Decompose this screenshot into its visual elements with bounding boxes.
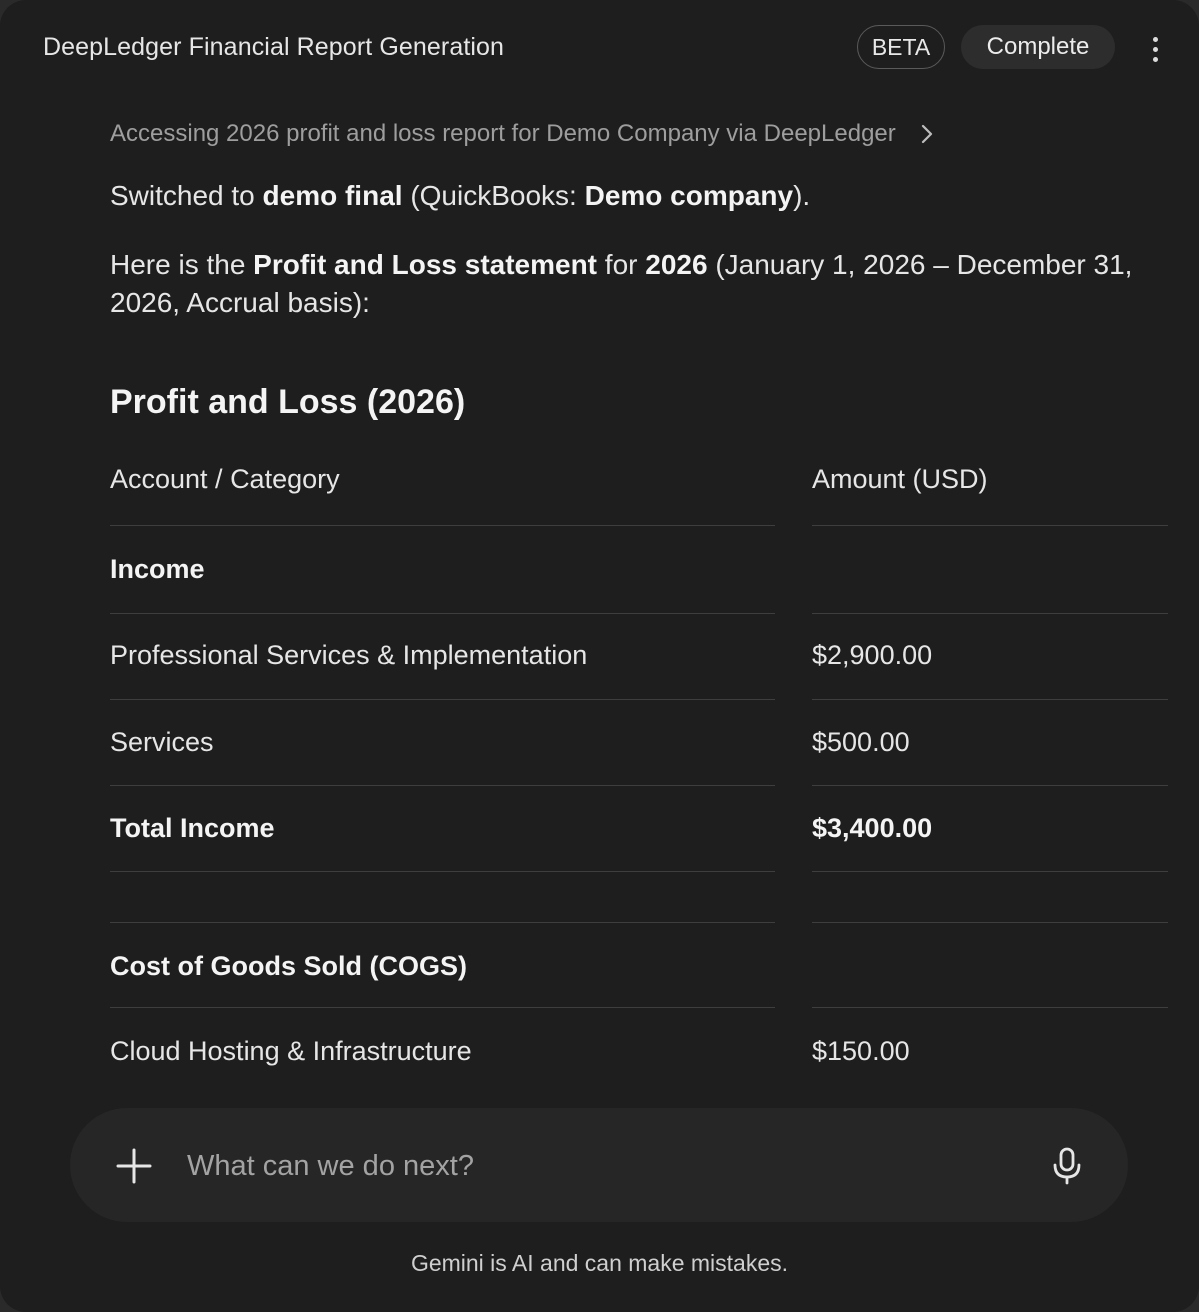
text-run: Switched to bbox=[110, 180, 263, 211]
table-row bbox=[110, 614, 1168, 700]
header bbox=[0, 0, 1199, 96]
text-run: (QuickBooks: bbox=[402, 180, 585, 211]
tool-status-row[interactable] bbox=[110, 118, 936, 150]
table-row bbox=[110, 923, 1168, 1008]
row-account: Total Income bbox=[110, 813, 275, 843]
row-account: Professional Services & Implementation bbox=[110, 640, 588, 670]
status-chip: Complete bbox=[961, 25, 1115, 69]
more-dot bbox=[1153, 37, 1158, 42]
table-row bbox=[110, 700, 1168, 786]
bold-run: 2026 bbox=[645, 249, 708, 280]
table-row bbox=[110, 1008, 1168, 1088]
more-dot bbox=[1153, 57, 1158, 62]
bold-run: Demo company bbox=[584, 180, 794, 211]
row-amount: $3,400.00 bbox=[812, 813, 933, 843]
row-account: Services bbox=[110, 727, 214, 757]
row-account: Income bbox=[110, 554, 205, 584]
row-account: Cost of Goods Sold (COGS) bbox=[110, 951, 467, 981]
row-amount: $2,900.00 bbox=[812, 640, 933, 670]
table-row bbox=[110, 526, 1168, 614]
message-paragraph-switched bbox=[110, 177, 1170, 215]
text-run: (January 1, 2026 – December 31, 2026, Accrual basis): bbox=[110, 249, 1133, 318]
text-run: for bbox=[597, 249, 646, 280]
text-run: ). bbox=[793, 180, 811, 211]
plus-icon[interactable] bbox=[114, 1146, 154, 1186]
row-amount: $150.00 bbox=[812, 1036, 910, 1066]
beta-badge: BETA bbox=[857, 25, 945, 69]
message-paragraph-intro bbox=[110, 246, 1170, 322]
table-row bbox=[110, 786, 1168, 872]
app-title: DeepLedger Financial Report Generation bbox=[43, 33, 505, 61]
pnl-table bbox=[110, 440, 1168, 1088]
column-header-amount: Amount (USD) bbox=[812, 464, 988, 494]
bold-run: Profit and Loss statement bbox=[253, 249, 598, 280]
column-header-account: Account / Category bbox=[110, 464, 340, 494]
ai-disclaimer: Gemini is AI and can make mistakes. bbox=[410, 1250, 789, 1276]
chevron-right-icon bbox=[918, 125, 936, 143]
bold-run: demo final bbox=[262, 180, 403, 211]
more-dot bbox=[1153, 47, 1158, 52]
report-title: Profit and Loss (2026) bbox=[110, 383, 466, 421]
table-row bbox=[110, 872, 1168, 923]
row-account: Cloud Hosting & Infrastructure bbox=[110, 1036, 472, 1066]
prompt-input[interactable] bbox=[187, 1145, 1007, 1187]
table-header-row bbox=[110, 440, 1168, 526]
mic-icon[interactable] bbox=[1050, 1146, 1084, 1186]
text-run: Here is the bbox=[110, 249, 254, 280]
row-amount: $500.00 bbox=[812, 727, 910, 757]
more-vert-icon[interactable] bbox=[1138, 30, 1172, 68]
tool-status-text: Accessing 2026 profit and loss report for Demo Company via DeepLedger bbox=[110, 120, 896, 147]
